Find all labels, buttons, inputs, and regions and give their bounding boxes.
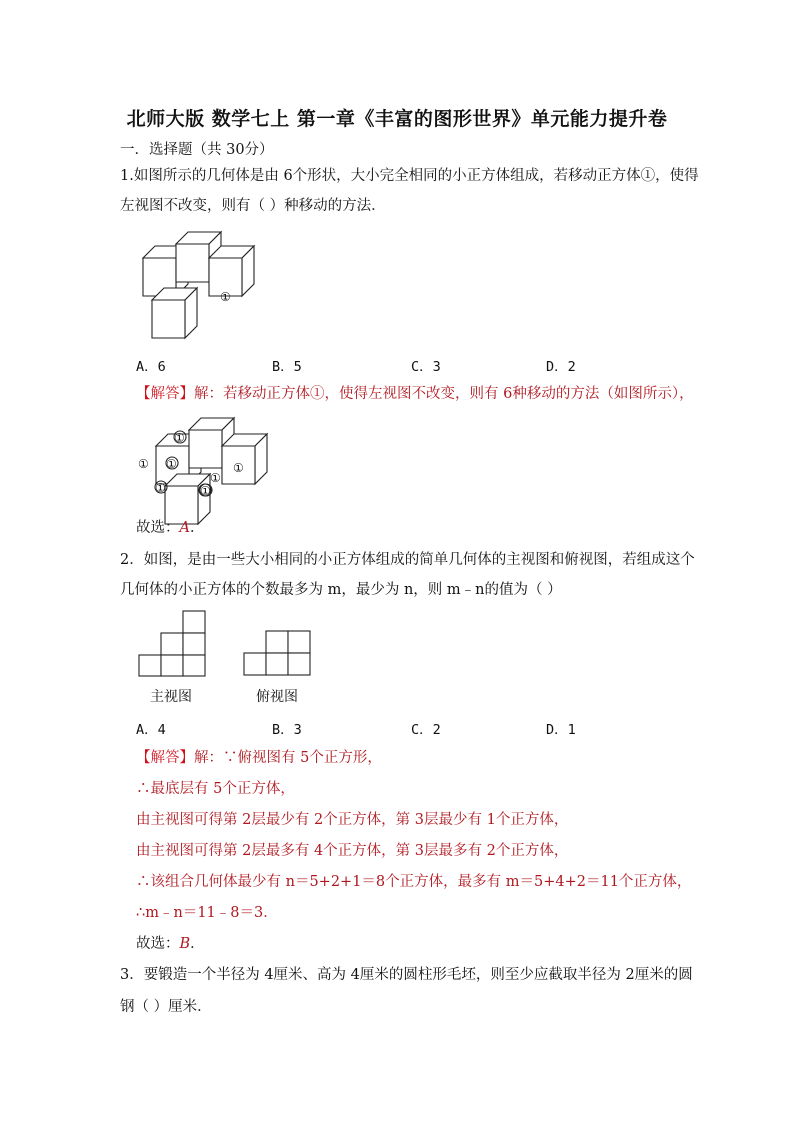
page-title: 北师大版 数学七上 第一章《丰富的图形世界》单元能力提升卷 xyxy=(126,108,668,130)
q3-line2: 钢（ ）厘米． xyxy=(120,999,212,1015)
q1-position-label-4: ① xyxy=(155,481,166,495)
q1-option-d: D．2 xyxy=(546,359,576,375)
q2-option-b: B．3 xyxy=(272,722,302,738)
q1-answer-mark: 【解答】 xyxy=(136,386,194,402)
q2-conclusion xyxy=(136,934,205,954)
section-heading: 一．选择题（共 30分） xyxy=(120,142,274,158)
q2-solution-step: ∴该组合几何体最少有 n＝5+2+1＝8个正方体，最多有 m＝5+4+2＝11个正方体， xyxy=(136,874,692,890)
q2-solution-step: 解：∵俯视图有 5个正方形， xyxy=(194,750,382,766)
q1-position-label-3: ① xyxy=(166,457,177,471)
q2-solution-step: ∴m﹣n＝11﹣8＝3． xyxy=(136,905,278,921)
q1-option-c: C．3 xyxy=(411,359,441,375)
q2-option-d: D．1 xyxy=(546,722,576,738)
q3-line1: 3．要锻造一个半径为 4厘米、高为 4厘米的圆柱形毛坯，则至少应截取半径为 2厘米的圆 xyxy=(120,967,693,983)
q2-front-view-caption: 主视图 xyxy=(150,689,192,705)
q1-answer xyxy=(136,384,694,404)
q1-position-label-5: ① xyxy=(210,471,221,485)
q1-answer-figure xyxy=(136,410,276,520)
q1-position-label-1: ① xyxy=(174,431,185,445)
q2-solution-step: ∴最底层有 5个正方体， xyxy=(136,781,295,797)
q2-front-view xyxy=(139,611,209,677)
q1-cube-label: ① xyxy=(220,290,231,304)
q2-top-view xyxy=(244,631,314,677)
q2-conclusion-choice: B xyxy=(179,936,191,952)
q1-conclusion-prefix: 故选： xyxy=(136,520,180,536)
q1-position-label-2: ① xyxy=(138,457,149,471)
q1-line2: 左视图不改变，则有（ ）种移动的方法． xyxy=(120,198,386,214)
q1-option-a: A．6 xyxy=(136,359,166,375)
q1-answer-text: 解：若移动正方体①，使得左视图不改变，则有 6种移动的方法（如图所示）， xyxy=(194,386,694,402)
q1-position-label-7: ① xyxy=(233,461,244,475)
q2-option-a: A．4 xyxy=(136,722,166,738)
q1-position-label-6: ① xyxy=(200,484,211,498)
q2-conclusion-suffix: ． xyxy=(190,936,205,952)
q2-option-c: C．2 xyxy=(411,722,441,738)
q2-answer-line-1 xyxy=(136,748,382,768)
q2-answer-mark: 【解答】 xyxy=(136,750,194,766)
q2-line2: 几何体的小正方体的个数最多为 m，最少为 n，则 m﹣n的值为（ ） xyxy=(120,582,562,598)
q1-line1: 1.如图所示的几何体是由 6个形状，大小完全相同的小正方体组成，若移动正方体①，使得 xyxy=(120,168,699,184)
q1-conclusion xyxy=(136,518,204,538)
q2-solution-step: 由主视图可得第 2层最少有 2个正方体，第 3层最少有 1个正方体， xyxy=(136,812,569,828)
q2-solution-step: 由主视图可得第 2层最多有 4个正方体，第 3层最多有 2个正方体， xyxy=(136,843,569,859)
q1-option-b: B．5 xyxy=(272,359,302,375)
q1-conclusion-choice: A xyxy=(179,520,190,536)
q1-conclusion-suffix: ． xyxy=(189,520,205,536)
q2-top-view-caption: 俯视图 xyxy=(256,689,298,705)
q2-conclusion-prefix: 故选： xyxy=(136,936,180,952)
q2-line1: 2．如图，是由一些大小相同的小正方体组成的简单几何体的主视图和俯视图，若组成这个 xyxy=(120,552,695,568)
q1-cube-figure xyxy=(138,232,268,337)
